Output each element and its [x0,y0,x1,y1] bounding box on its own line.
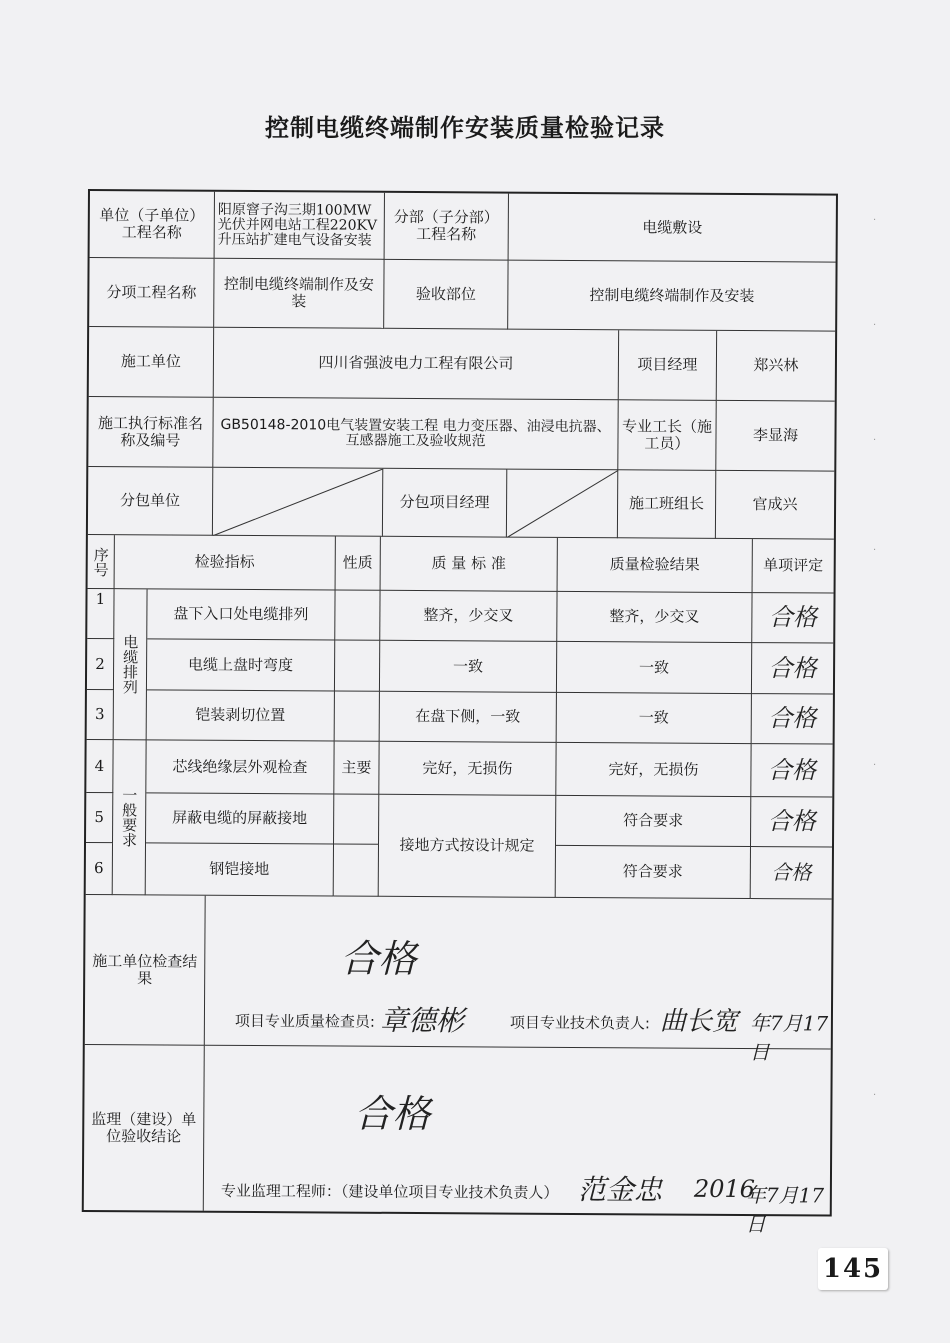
result-cell: 符合要求 [556,846,751,899]
construction-check-label: 施工单位检查结果 [85,895,206,1046]
row-no: 6 [86,843,113,895]
scan-speck: · [873,760,877,771]
subcontractor-pm-value-blank [507,470,618,539]
nature-cell [334,845,379,897]
rating-handwritten: 合格 [752,643,833,694]
contractor-value: 四川省强波电力工程有限公司 [214,328,619,400]
construction-verdict-handwritten: 合格 [340,936,417,982]
contractor-label: 施工单位 [89,327,214,398]
supervisor-signature: 范金忠 [577,1173,663,1207]
item-value: 控制电缆终端制作及安装 [214,259,384,329]
standard-label: 施工执行标准名称及编号 [88,397,213,468]
nature-cell: 主要 [334,742,379,795]
row-no: 4 [86,740,113,793]
page-number-sticker: 145 [818,1248,888,1290]
subcontractor-pm-label: 分包项目经理 [383,469,507,538]
col-header-result: 质量检验结果 [558,538,753,593]
col-header-standard: 质 量 标 准 [381,537,558,592]
scan-speck: · [873,320,877,331]
result-cell: 完好，无损伤 [556,743,751,797]
standard-cell: 完好，无损伤 [379,742,556,796]
nature-cell [335,591,380,641]
acceptance-part-value: 控制电缆终端制作及安装 [508,261,835,332]
unit-label: 单位（子单位）工程名称 [90,191,215,259]
nature-cell [335,692,380,742]
nature-cell [335,641,380,692]
rating-handwritten: 合格 [751,847,832,899]
result-cell: 一致 [557,642,752,694]
row-no: 2 [87,639,114,690]
tech-lead-signature: 曲长宽 [659,1006,739,1037]
unit-value: 阳原窨子沟三期100MW光伏并网电站工程220KV升压站扩建电气设备安装 [215,192,385,260]
team-leader-label: 施工班组长 [618,470,716,539]
col-header-no: 序号 [88,535,115,589]
nature-cell [334,795,379,845]
construction-date-handwritten: 年7月17日 [749,1011,829,1065]
rating-handwritten: 合格 [751,744,832,797]
rating-handwritten: 合格 [752,694,833,744]
supervision-verdict-handwritten: 合格 [354,1091,431,1137]
subsection-label: 分部（子分部）工程名称 [385,193,509,261]
result-cell: 符合要求 [556,796,751,847]
item-cell: 电缆上盘时弯度 [147,639,335,691]
standard-cell: 整齐，少交叉 [380,591,557,642]
subcontractor-value-blank [213,468,383,537]
inspector-signature: 章德彬 [379,1003,465,1038]
subcontractor-label: 分包单位 [88,467,213,536]
rating-handwritten: 合格 [752,593,833,643]
item-cell: 盘下入口处电缆排列 [147,589,335,640]
col-header-item: 检验指标 [115,535,336,590]
row-no: 1 [87,589,114,639]
item-cell: 屏蔽电缆的屏蔽接地 [146,793,334,844]
result-cell: 一致 [557,693,752,744]
standard-cell-merged: 接地方式按设计规定 [379,795,557,898]
result-cell: 整齐，少交叉 [557,592,752,643]
col-header-rating: 单项评定 [753,539,834,593]
supervision-date-handwritten: 年7月17日 [745,1183,825,1237]
scan-speck: · [873,1090,877,1101]
item-cell: 钢铠接地 [146,843,334,896]
document-title: 控制电缆终端制作安装质量检验记录 [265,114,665,142]
item-label: 分项工程名称 [89,258,214,328]
standard-value: GB50148-2010电气装置安装工程 电力变压器、油浸电抗器、互感器施工及验收规范 [213,398,618,470]
supervision-year-handwritten: 2016 [693,1174,756,1204]
project-manager-label: 项目经理 [619,330,717,401]
supervisor-label: 专业监理工程师：（建设单位项目专业技术负责人） [220,1181,559,1202]
scan-speck: · [873,215,877,226]
supervision-label: 监理（建设）单位验收结论 [84,1045,205,1211]
foreman-label: 专业工长（施工员） [618,400,716,471]
inspector-label: 项目专业质量检查员: [234,1011,376,1031]
foreman-value: 李显海 [716,401,834,472]
subsection-value: 电缆敷设 [509,194,836,263]
team-leader-value: 官成兴 [716,471,834,540]
item-cell: 铠装剥切位置 [147,690,335,741]
item-cell: 芯线绝缘层外观检查 [146,740,334,794]
col-header-nature: 性质 [336,537,381,591]
group-label-cable-arrangement: 电缆排列 [114,589,148,740]
scan-speck: · [873,435,877,446]
project-manager-value: 郑兴林 [717,331,835,402]
standard-cell: 在盘下侧，一致 [380,692,557,743]
inspection-form [82,189,838,1237]
scan-speck: · [873,545,877,556]
row-no: 3 [87,690,114,740]
standard-cell: 一致 [380,641,557,693]
rating-handwritten: 合格 [751,797,832,847]
acceptance-part-label: 验收部位 [384,260,508,330]
tech-lead-label: 项目专业技术负责人: [509,1013,651,1033]
group-label-general-requirements: 一般要求 [113,740,147,895]
row-no: 5 [86,793,113,843]
